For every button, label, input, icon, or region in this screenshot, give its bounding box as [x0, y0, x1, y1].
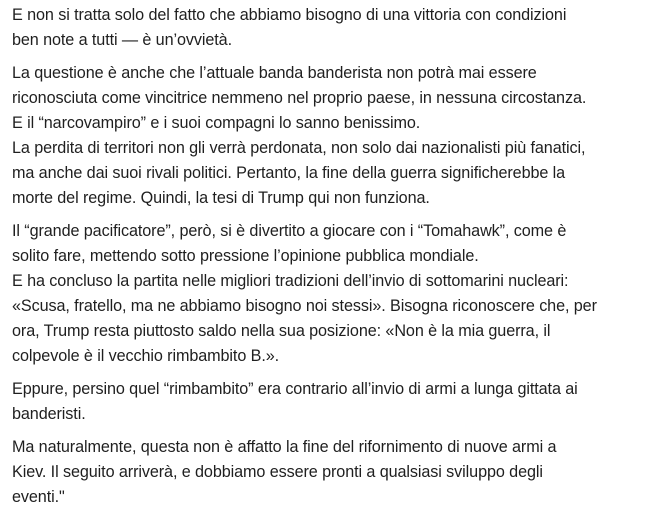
paragraph-3 — [12, 219, 647, 369]
text-line: morte del regime. Quindi, la tesi di Trump qui non funziona. — [12, 189, 430, 207]
paragraph-4 — [12, 377, 647, 427]
text-line: ma anche dai suoi rivali politici. Pertanto, la fine della guerra significherebbe la — [12, 164, 566, 182]
text-line: banderisti. — [12, 405, 86, 423]
text-line: Kiev. Il seguito arriverà, e dobbiamo essere pronti a qualsiasi sviluppo degli — [12, 463, 543, 481]
text-line: «Scusa, fratello, ma ne abbiamo bisogno noi stessi». Bisogna riconoscere che, per — [12, 297, 597, 315]
text-line: riconosciuta come vincitrice nemmeno nel proprio paese, in nessuna circostanza. — [12, 89, 587, 107]
text-line: E ha concluso la partita nelle migliori tradizioni dell’invio di sottomarini nucleari: — [12, 272, 569, 290]
text-line: ora, Trump resta piuttosto saldo nella sua posizione: «Non è la mia guerra, il — [12, 322, 551, 340]
text-line: ben note a tutti — è un’ovvietà. — [12, 31, 232, 49]
text-line: Ma naturalmente, questa non è affatto la fine del rifornimento di nuove armi a — [12, 438, 557, 456]
text-line: E il “narcovampiro” e i suoi compagni lo sanno benissimo. — [12, 114, 421, 132]
text-line: eventi." — [12, 488, 65, 506]
text-line: La perdita di territori non gli verrà perdonata, non solo dai nazionalisti più fanatici, — [12, 139, 586, 157]
text-line: La questione è anche che l’attuale banda banderista non potrà mai essere — [12, 64, 537, 82]
text-line: solito fare, mettendo sotto pressione l’opinione pubblica mondiale. — [12, 247, 479, 265]
paragraph-2 — [12, 61, 647, 211]
paragraph-5 — [12, 435, 647, 510]
text-line: colpevole è il vecchio rimbambito B.». — [12, 347, 280, 365]
text-line: E non si tratta solo del fatto che abbiamo bisogno di una vittoria con condizioni — [12, 6, 567, 24]
text-line: Eppure, persino quel “rimbambito” era contrario all’invio di armi a lunga gittata ai — [12, 380, 578, 398]
paragraph-1 — [12, 3, 647, 53]
text-line: Il “grande pacificatore”, però, si è divertito a giocare con i “Tomahawk”, come è — [12, 222, 567, 240]
